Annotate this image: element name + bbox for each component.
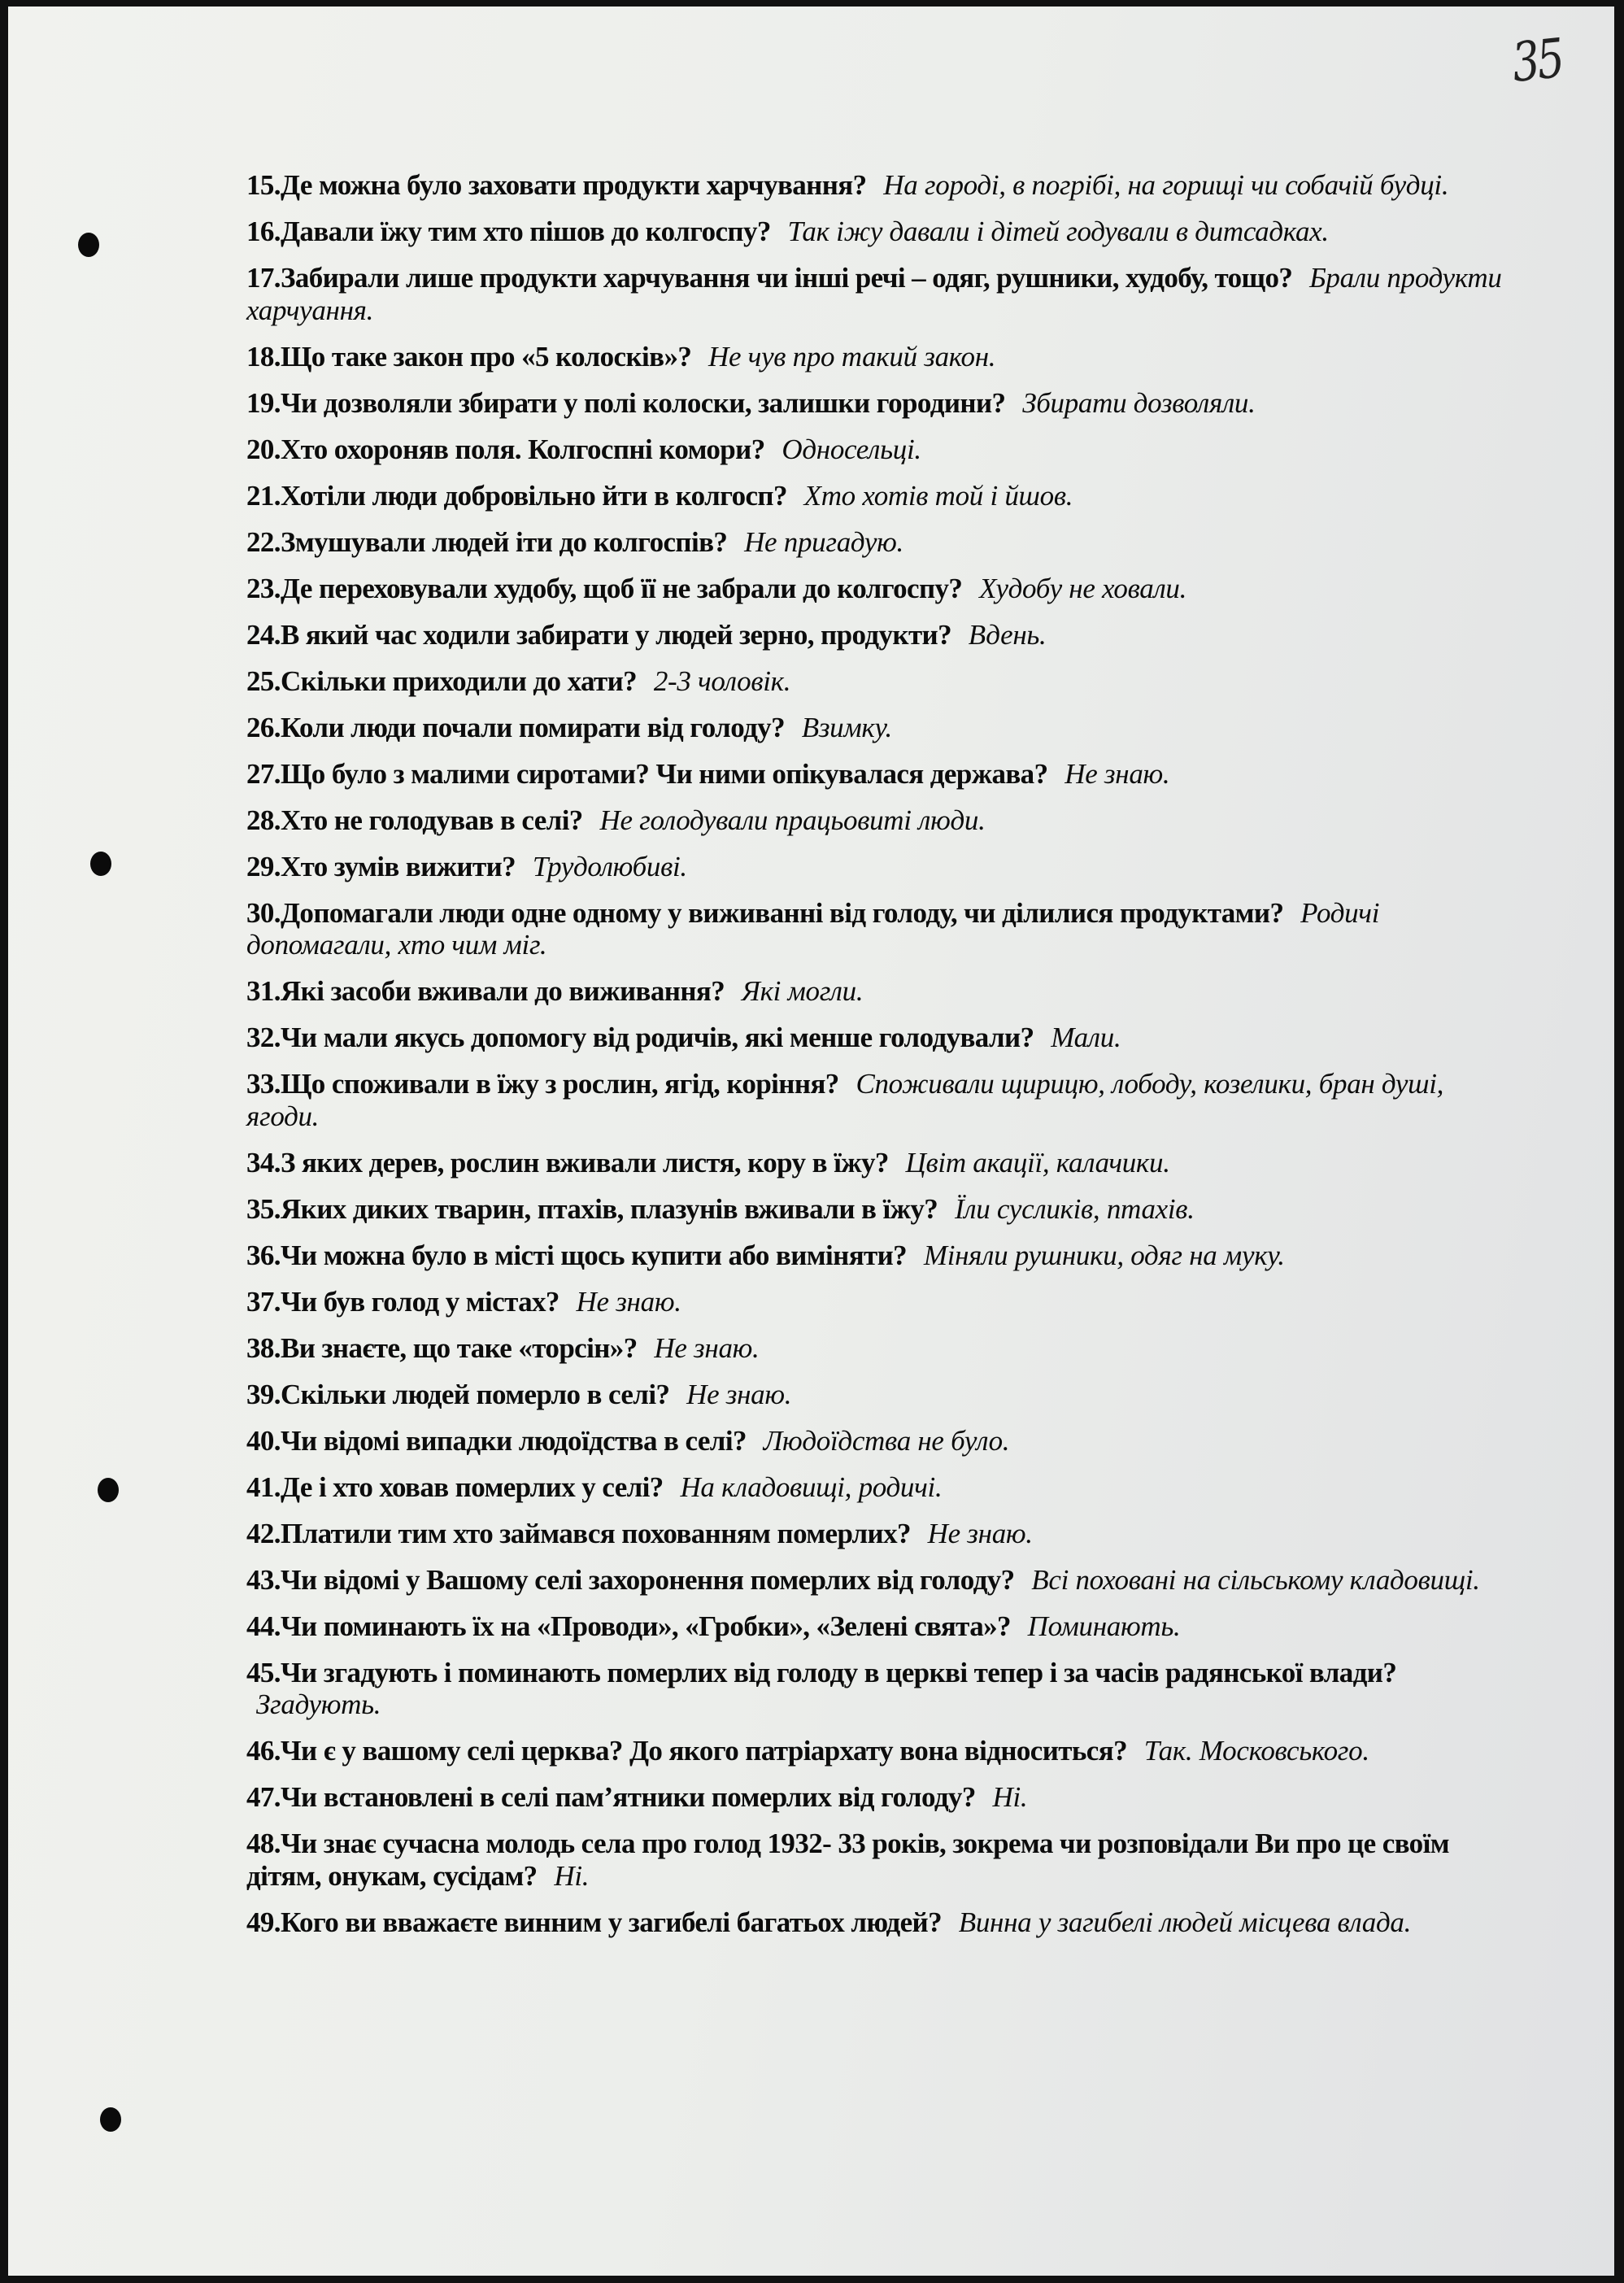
question-item: [246, 1332, 1503, 1365]
answer-text: Родичі допомагали, хто чим міг.: [246, 896, 1380, 961]
question-text: 24.В який час ходили забирати у людей зерно, продукти?: [246, 618, 952, 651]
answer-text: Брали продукти харчуання.: [246, 262, 1502, 326]
question-text: 41.Де і хто ховав померлих у селі?: [246, 1470, 664, 1503]
answer-text: Не знаю.: [927, 1517, 1033, 1549]
question-text: 33.Що споживали в їжу з рослин, ягід, коріння?: [246, 1068, 839, 1100]
question-item: [246, 1022, 1503, 1054]
answer-text: Так. Московського.: [1143, 1735, 1369, 1767]
question-text: 15.Де можна було заховати продукти харчування?: [246, 169, 867, 201]
question-item: [246, 1735, 1503, 1767]
answer-text: Ні.: [554, 1859, 590, 1892]
scanned-page: [8, 7, 1614, 2276]
question-item: [246, 1147, 1503, 1179]
question-text: 32.Чи мали якусь допомогу від родичів, які менше голодували?: [246, 1022, 1034, 1053]
question-item: [246, 216, 1503, 248]
question-item: [246, 1068, 1503, 1132]
question-item: [246, 758, 1503, 791]
question-text: 26.Коли люди почали помирати від голоду?: [246, 711, 785, 743]
punch-hole: [100, 2107, 121, 2132]
question-item: [246, 169, 1503, 202]
question-item: [246, 1657, 1503, 1721]
question-text: 20.Хто охороняв поля. Колгоспні комори?: [246, 433, 765, 465]
question-text: 46.Чи є у вашому селі церква? До якого патріархату вона відноситься?: [246, 1735, 1127, 1767]
question-text: 37.Чи був голод у містах?: [246, 1285, 559, 1318]
question-text: 17.Забирали лише продукти харчування чи інші речі – одяг, рушники, худобу, тощо?: [246, 262, 1293, 294]
questionnaire-list: [246, 169, 1503, 1953]
question-text: 18.Що таке закон про «5 колосків»?: [246, 340, 692, 373]
question-item: [246, 1828, 1503, 1892]
question-text: 23.Де переховували худобу, щоб її не забрали до колгоспу?: [246, 572, 963, 604]
question-item: [246, 341, 1503, 373]
question-item: [246, 665, 1503, 698]
question-text: 36.Чи можна було в місті щось купити або виміняти?: [246, 1239, 908, 1271]
answer-text: Ні.: [992, 1781, 1028, 1813]
question-item: [246, 1240, 1503, 1272]
punch-hole: [78, 233, 99, 257]
punch-hole: [90, 852, 111, 876]
answer-text: Вдень.: [968, 618, 1047, 651]
answer-text: Трудолюбиві.: [532, 850, 687, 882]
question-item: [246, 1781, 1503, 1814]
question-text: 19.Чи дозволяли збирати у полі колоски, залишки городини?: [246, 386, 1006, 419]
question-item: [246, 573, 1503, 605]
question-text: 16.Давали їжу тим хто пішов до колгоспу?: [246, 216, 771, 247]
question-text: 31.Які засоби вживали до виживання?: [246, 975, 725, 1007]
question-item: [246, 1906, 1503, 1939]
answer-text: Не чув про такий закон.: [708, 340, 996, 373]
question-text: 34.З яких дерев, рослин вживали листя, кору в їжу?: [246, 1146, 889, 1179]
question-text: 25.Скільки приходили до хати?: [246, 664, 638, 697]
question-text: 39.Скільки людей померло в селі?: [246, 1378, 670, 1410]
punch-hole: [98, 1478, 119, 1502]
question-item: [246, 1610, 1503, 1643]
question-item: [246, 1425, 1503, 1457]
answer-text: Не знаю.: [576, 1285, 681, 1318]
question-item: [246, 804, 1503, 837]
question-item: [246, 434, 1503, 466]
answer-text: Не пригадую.: [744, 525, 903, 558]
question-text: 38.Ви знаєте, що таке «торсін»?: [246, 1331, 638, 1364]
answer-text: Поминають.: [1027, 1610, 1181, 1642]
question-item: [246, 1379, 1503, 1411]
question-item: [246, 1518, 1503, 1550]
answer-text: Міняли рушники, одяг на муку.: [923, 1239, 1285, 1271]
question-item: [246, 712, 1503, 744]
answer-text: Винна у загибелі людей місцева влада.: [958, 1906, 1412, 1938]
question-text: 43.Чи відомі у Вашому селі захоронення померлих від голоду?: [246, 1563, 1015, 1596]
answer-text: Худобу не ховали.: [979, 572, 1187, 604]
answer-text: На городі, в погрібі, на горищі чи собачій будці.: [883, 169, 1449, 201]
answer-text: Не голодували працьовиті люди.: [599, 804, 986, 836]
question-text: 21.Хотіли люди добровільно йти в колгосп?: [246, 479, 787, 512]
answer-text: Не знаю.: [654, 1331, 760, 1364]
question-item: [246, 262, 1503, 326]
question-item: [246, 1286, 1503, 1318]
question-text: 29.Хто зумів вижити?: [246, 850, 516, 882]
answer-text: Згадують.: [256, 1688, 381, 1720]
answer-text: Хто хотів той і йшов.: [803, 479, 1073, 512]
answer-text: Взимку.: [801, 711, 892, 743]
question-text: 22.Змушували людей іти до колгоспів?: [246, 525, 728, 558]
answer-text: Односельці.: [782, 433, 921, 465]
answer-text: Всі поховані на сільському кладовищі.: [1031, 1563, 1480, 1596]
question-text: 40.Чи відомі випадки людоїдства в селі?: [246, 1424, 747, 1457]
question-item: [246, 1564, 1503, 1597]
question-item: [246, 975, 1503, 1008]
question-item: [246, 526, 1503, 559]
answer-text: Не знаю.: [686, 1378, 792, 1410]
question-text: 42.Платили тим хто займався похованням померлих?: [246, 1517, 911, 1549]
answer-text: Не знаю.: [1065, 757, 1170, 790]
question-text: 47.Чи встановлені в селі пам’ятники померлих від голоду?: [246, 1781, 976, 1813]
answer-text: 2-3 чоловік.: [653, 664, 791, 697]
answer-text: Їли сусликів, птахів.: [954, 1192, 1195, 1225]
question-item: [246, 1471, 1503, 1504]
question-text: 28.Хто не голодував в селі?: [246, 804, 583, 836]
question-text: 44.Чи поминають їх на «Проводи», «Гробки», «Зелені свята»?: [246, 1610, 1011, 1642]
question-item: [246, 1193, 1503, 1226]
question-item: [246, 619, 1503, 651]
question-text: 45.Чи згадують і поминають померлих від голоду в церкві тепер і за часів радянської влади?: [246, 1656, 1397, 1688]
question-item: [246, 480, 1503, 512]
answer-text: Так іжу давали і дітей годували в дитсадках.: [787, 216, 1329, 247]
question-text: 48.Чи знає сучасна молодь села про голод 1932- 33 років, зокрема чи розповідали Ви про це своїм дітям, онукам, сусідам?: [246, 1828, 1449, 1892]
question-text: 30.Допомагали люди одне одному у виживанні від голоду, чи ділилися продуктами?: [246, 896, 1284, 929]
answer-text: Збирати дозволяли.: [1022, 386, 1256, 419]
question-text: 27.Що було з малими сиротами? Чи ними опікувалася держава?: [246, 757, 1048, 790]
answer-text: Мали.: [1051, 1022, 1121, 1053]
handwritten-page-number: 35: [1509, 27, 1565, 94]
question-text: 49.Кого ви вважаєте винним у загибелі багатьох людей?: [246, 1906, 943, 1938]
answer-text: Людоїдства не було.: [763, 1424, 1010, 1457]
answer-text: Цвіт акації, калачики.: [905, 1146, 1170, 1179]
answer-text: На кладовищі, родичі.: [680, 1470, 943, 1503]
question-text: 35.Яких диких тварин, птахів, плазунів вживали в їжу?: [246, 1192, 938, 1225]
question-item: [246, 851, 1503, 883]
answer-text: Які могли.: [741, 975, 864, 1007]
answer-text: Споживали щирицю, лободу, козелики, бран душі, ягоди.: [246, 1068, 1444, 1132]
question-item: [246, 387, 1503, 420]
question-item: [246, 897, 1503, 961]
